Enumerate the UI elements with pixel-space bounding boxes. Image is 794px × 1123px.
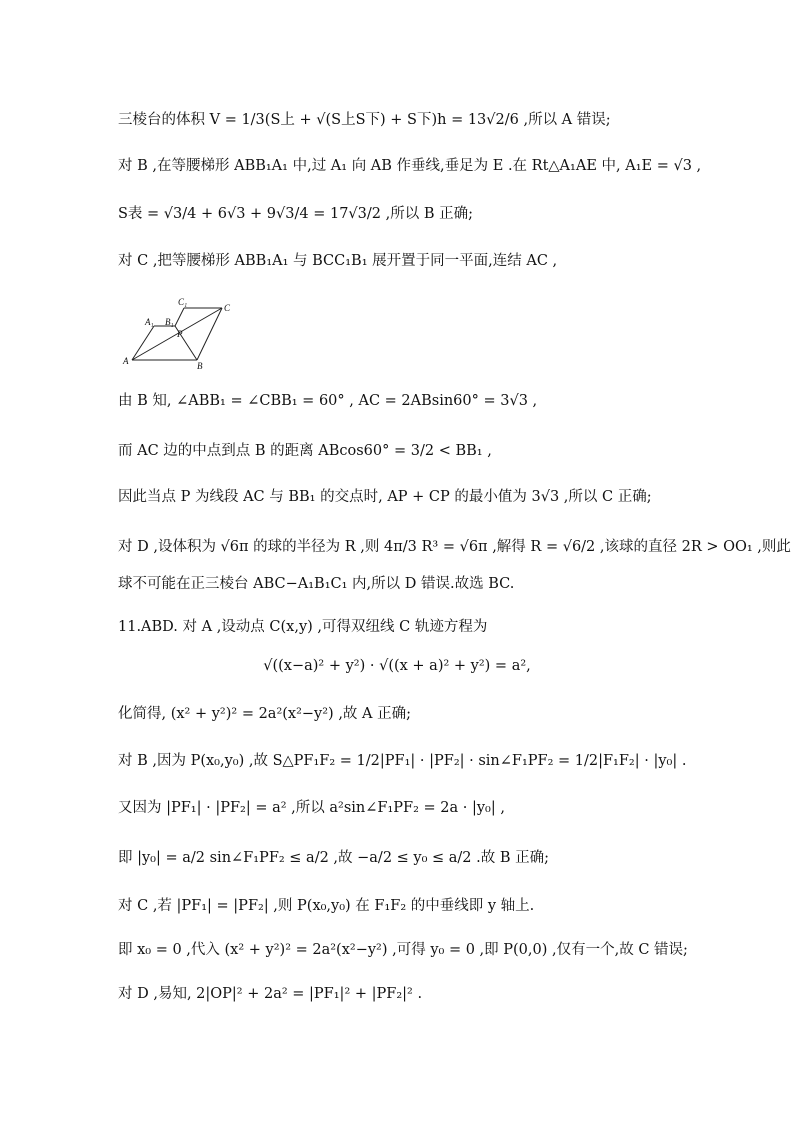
equation-lemniscate: √((x−a)² + y²) · √((x + a)² + y²) = a², xyxy=(263,658,531,674)
text-line-d-identity: 对 D ,易知, 2|OP|² + 2a² = |PF₁|² + |PF₂|² . xyxy=(118,986,423,1002)
text-line-q11: 11.ABD. 对 A ,设动点 C(x,y) ,可得双纽线 C 轨迹方程为 xyxy=(118,619,488,635)
edge-cb xyxy=(197,308,222,360)
label-b: B xyxy=(197,361,203,371)
text-line-a-simplify: 化简得, (x² + y²)² = 2a²(x²−y²) ,故 A 正确; xyxy=(118,706,412,722)
text-line-c-correct: 因此当点 P 为线段 AC 与 BB₁ 的交点时, AP + CP 的最小值为 3√3 ,所以 C 正确; xyxy=(118,489,652,505)
text-line-b-range: 即 |y₀| = a/2 sin∠F₁PF₂ ≤ a/2 ,故 −a/2 ≤ y₀ ≤ a/2 .故 B 正确; xyxy=(118,850,550,866)
text-line-c-unfold: 对 C ,把等腰梯形 ABB₁A₁ 与 BCC₁B₁ 展开置于同一平面,连结 AC , xyxy=(118,253,558,269)
text-line-b-product: 又因为 |PF₁| · |PF₂| = a² ,所以 a²sin∠F₁PF₂ = 2a · |y₀| , xyxy=(118,800,505,816)
text-line-c-error: 即 x₀ = 0 ,代入 (x² + y²)² = 2a²(x²−y²) ,可得 y₀ = 0 ,即 P(0,0) ,仅有一个,故 C 错误; xyxy=(118,942,688,958)
text-line-c-bisector: 对 C ,若 |PF₁| = |PF₂| ,则 P(x₀,y₀) 在 F₁F₂ 的中垂线即 y 轴上. xyxy=(118,898,535,914)
text-line-angles: 由 B 知, ∠ABB₁ = ∠CBB₁ = 60° , AC = 2ABsin60° = 3√3 , xyxy=(118,393,538,409)
edge-aa1 xyxy=(132,326,154,360)
text-line-volume: 三棱台的体积 V = 1/3(S上 + √(S上S下) + S下)h = 13√2/6 ,所以 A 错误; xyxy=(118,112,611,128)
text-line-b-trapezoid: 对 B ,在等腰梯形 ABB₁A₁ 中,过 A₁ 向 AB 作垂线,垂足为 E .在 Rt△A₁AE 中, A₁E = √3 , xyxy=(118,158,702,174)
label-a1: A₁ xyxy=(145,317,154,327)
text-line-surface-area: S表 = √3/4 + 6√3 + 9√3/4 = 17√3/2 ,所以 B 正确; xyxy=(118,206,473,222)
label-c1: C₁ xyxy=(178,297,188,307)
label-b1: B₁ xyxy=(165,317,174,327)
text-line-d-sphere: 对 D ,设体积为 √6π 的球的半径为 R ,则 4π/3 R³ = √6π ,解得 R = √6/2 ,该球的直径 2R > OO₁ ,则此 xyxy=(118,539,791,555)
text-line-b-area: 对 B ,因为 P(x₀,y₀) ,故 S△PF₁F₂ = 1/2|PF₁| · |PF₂| · sin∠F₁PF₂ = 1/2|F₁F₂| · |y₀| . xyxy=(118,753,687,769)
unfolded-trapezoid-figure xyxy=(120,292,240,372)
label-c: C xyxy=(224,303,231,313)
label-p: P xyxy=(177,329,183,339)
text-line-midpoint: 而 AC 边的中点到点 B 的距离 ABcos60° = 3/2 < BB₁ , xyxy=(118,443,492,459)
text-line-d-conclusion: 球不可能在正三棱台 ABC−A₁B₁C₁ 内,所以 D 错误.故选 BC. xyxy=(118,576,515,592)
label-a: A xyxy=(123,356,129,366)
edge-b1c1 xyxy=(175,308,184,326)
